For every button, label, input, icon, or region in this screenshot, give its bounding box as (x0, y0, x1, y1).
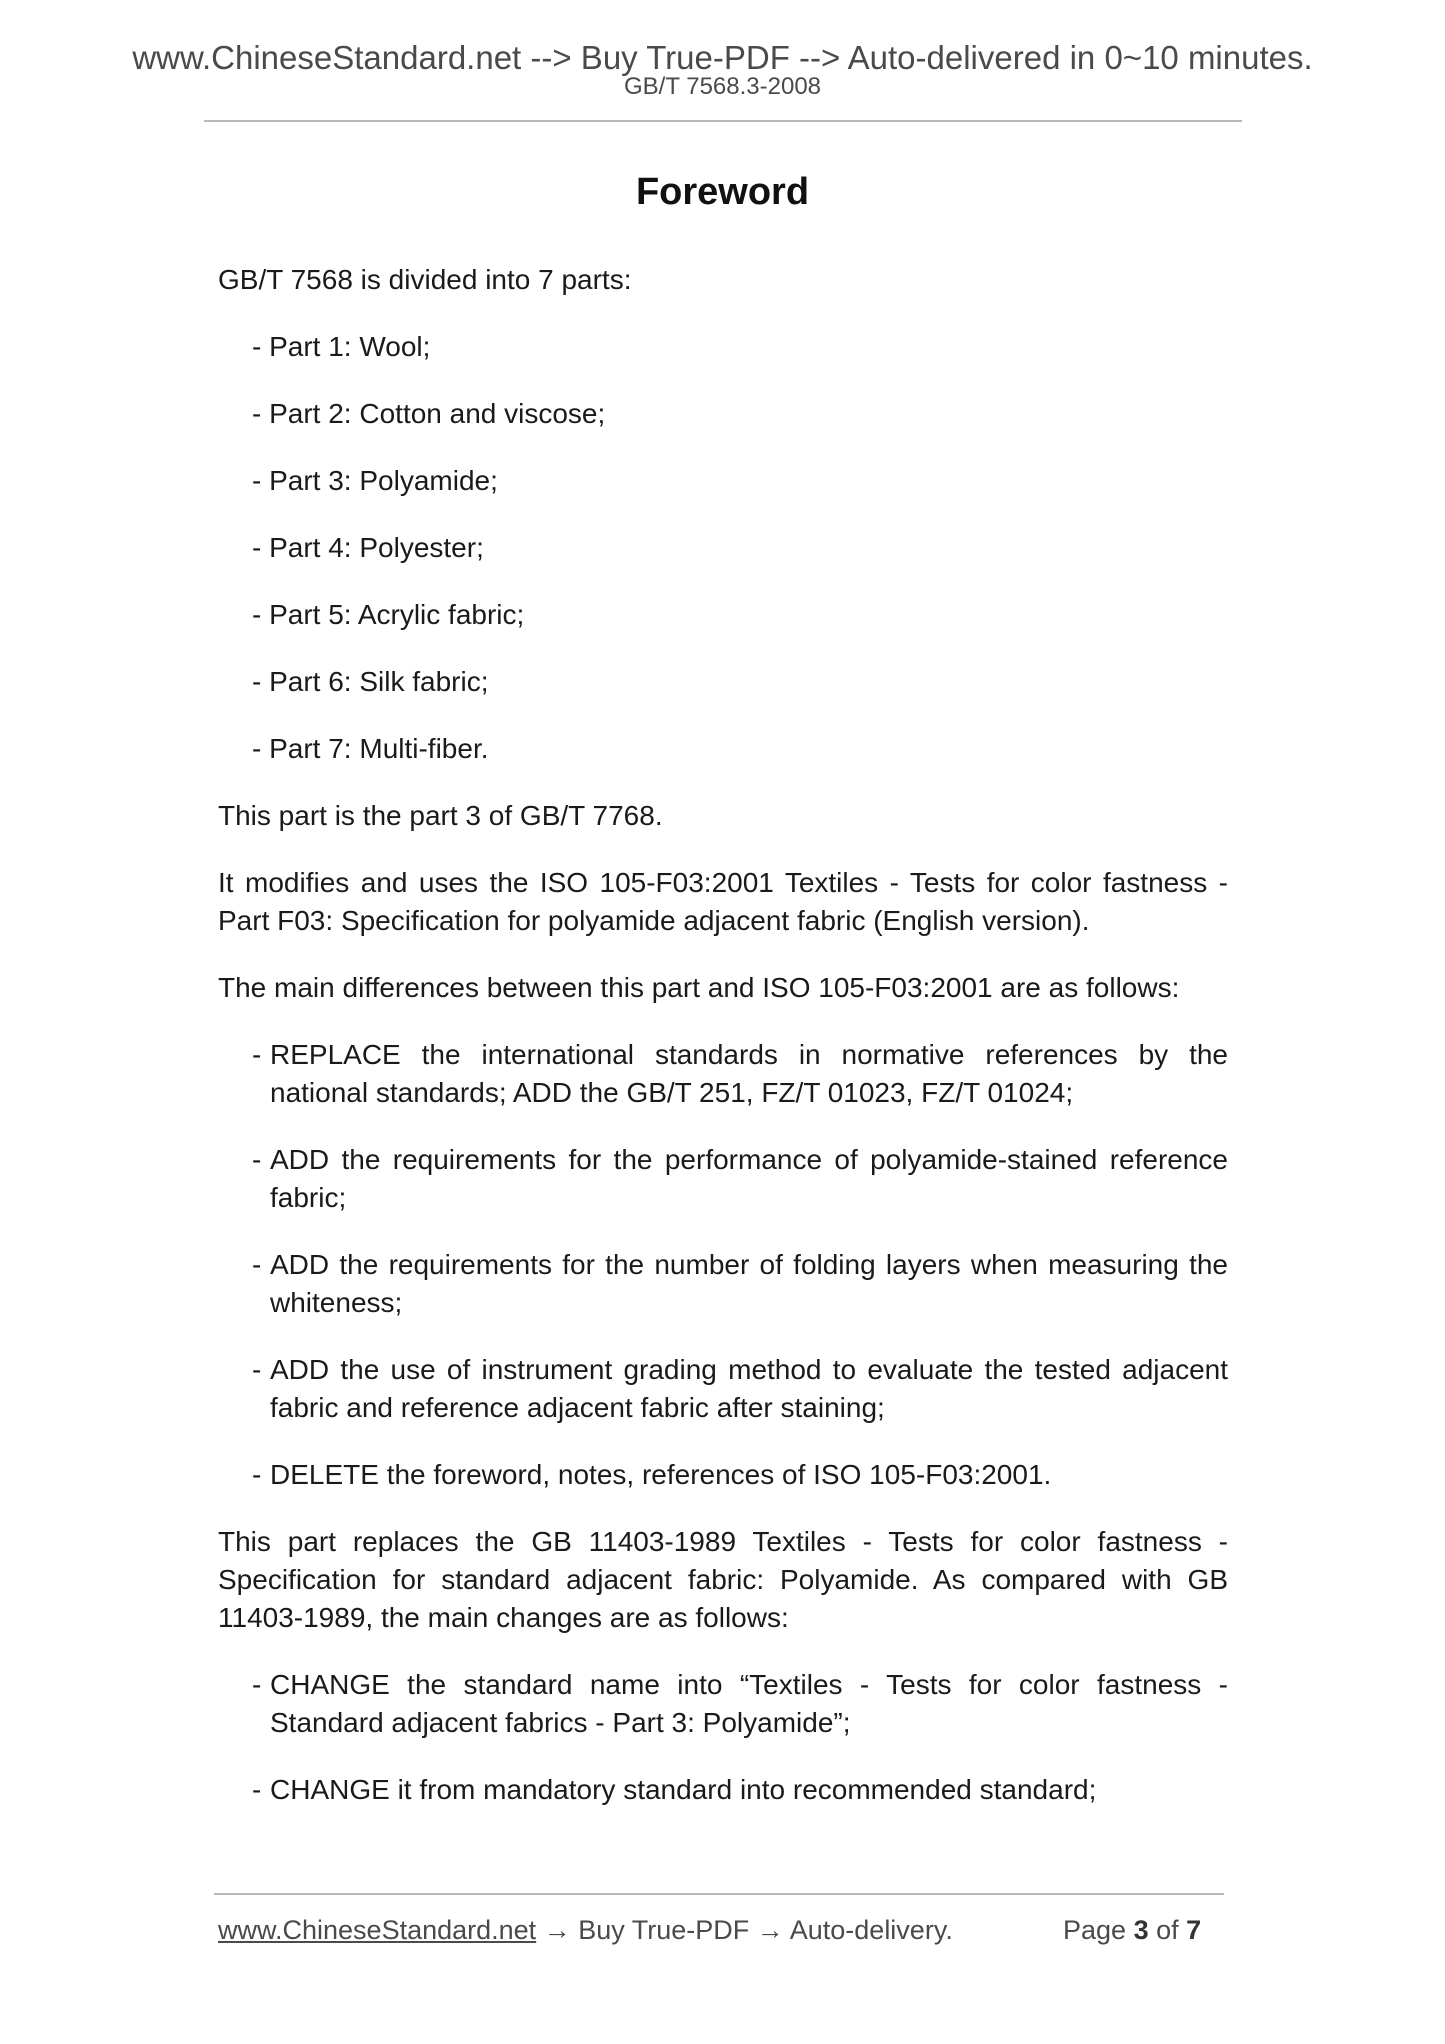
change-item (252, 1666, 1228, 1742)
change-text: CHANGE it from mandatory standard into recommended standard; (270, 1774, 1097, 1805)
list-dash: - (252, 1144, 262, 1175)
page-word: Page (1063, 1915, 1127, 1945)
list-dash: - (252, 1669, 262, 1700)
replacement-paragraph: This part replaces the GB 11403-1989 Textiles - Tests for color fastness - Specification for standard adjacent fabric: Polyamide. As compared with GB 11403-1989, the main changes are as follows: (218, 1526, 1228, 1633)
part-list-item: - Part 7: Multi-fiber. (252, 733, 489, 764)
footer-tagline: → Buy True-PDF → Auto-delivery. (536, 1915, 953, 1945)
difference-text: ADD the requirements for the performance of polyamide-stained reference fabric; (270, 1144, 1228, 1213)
part-list-item: - Part 5: Acrylic fabric; (252, 599, 525, 630)
change-item (252, 1771, 1228, 1809)
part-list-item: - Part 4: Polyester; (252, 532, 484, 563)
difference-item (252, 1141, 1228, 1217)
difference-item (252, 1456, 1228, 1494)
footer-divider (214, 1893, 1224, 1895)
page-title: Foreword (635, 171, 810, 213)
header-banner: www.ChineseStandard.net --> Buy True-PDF --> Auto-delivered in 0~10 minutes. (132, 39, 1313, 76)
document-id: GB/T 7568.3-2008 (623, 73, 822, 100)
list-dash: - (252, 1774, 262, 1805)
footer-site-link[interactable]: www.ChineseStandard.net (218, 1915, 537, 1945)
page-indicator (1063, 1913, 1201, 1947)
header-divider (204, 120, 1242, 122)
difference-text: DELETE the foreword, notes, references of ISO 105-F03:2001. (270, 1459, 1052, 1490)
list-dash: - (252, 1354, 262, 1385)
difference-item (252, 1036, 1228, 1112)
part-list-item: - Part 6: Silk fabric; (252, 666, 489, 697)
part-list-item: - Part 1: Wool; (252, 331, 431, 362)
footer-promo (218, 1913, 953, 1947)
list-dash: - (252, 1459, 262, 1490)
differences-intro: The main differences between this part and ISO 105-F03:2001 are as follows: (218, 972, 1180, 1003)
of-word: of (1156, 1915, 1179, 1945)
page-total: 7 (1186, 1915, 1202, 1945)
page-number: 3 (1133, 1915, 1149, 1945)
difference-text: REPLACE the international standards in normative references by the national standards; ADD the GB/T 251, FZ/T 01023, FZ/T 01024; (270, 1039, 1228, 1108)
difference-text: ADD the requirements for the number of folding layers when measuring the whiteness; (270, 1249, 1228, 1318)
list-dash: - (252, 1249, 262, 1280)
part-list-item: - Part 2: Cotton and viscose; (252, 398, 606, 429)
change-text: CHANGE the standard name into “Textiles - Tests for color fastness - Standard adjacent fabrics - Part 3: Polyamide”; (270, 1669, 1228, 1738)
difference-item (252, 1246, 1228, 1322)
modification-paragraph: It modifies and uses the ISO 105-F03:2001 Textiles - Tests for color fastness - Part F03: Specification for polyamide adjacent fabric (English version). (218, 867, 1228, 936)
part-statement: This part is the part 3 of GB/T 7768. (218, 800, 663, 831)
document-body (218, 261, 1228, 1838)
difference-item (252, 1351, 1228, 1427)
difference-text: ADD the use of instrument grading method to evaluate the tested adjacent fabric and reference adjacent fabric after staining; (270, 1354, 1228, 1423)
parts-intro: GB/T 7568 is divided into 7 parts: (218, 264, 632, 295)
part-list-item: - Part 3: Polyamide; (252, 465, 498, 496)
list-dash: - (252, 1039, 262, 1070)
